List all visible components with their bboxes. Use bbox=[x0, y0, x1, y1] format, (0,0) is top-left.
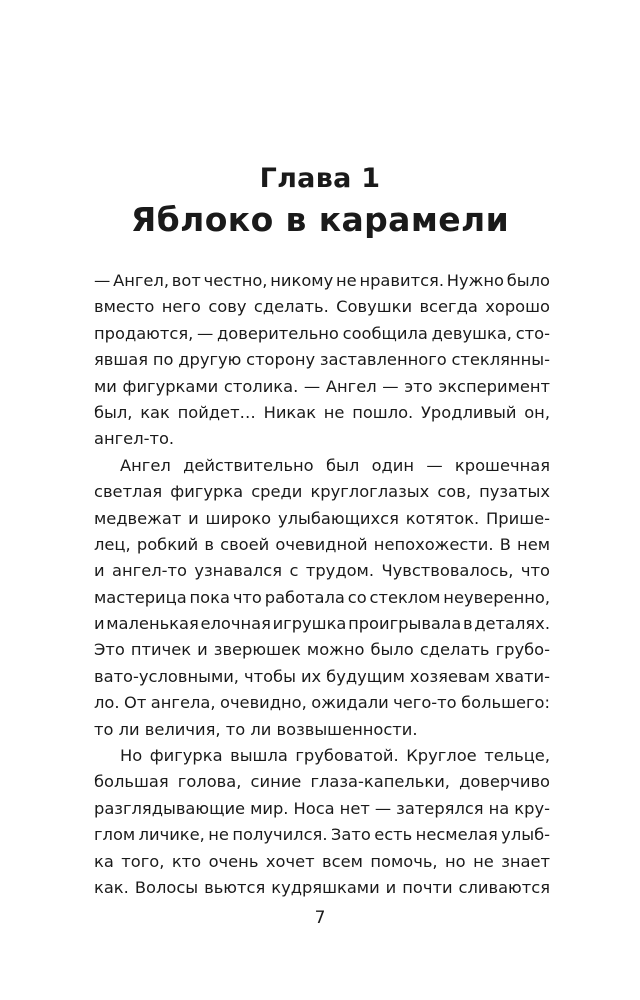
text-line: разглядывающие мир. Носа нет — затерялся на кру- bbox=[94, 798, 550, 818]
paragraph bbox=[94, 453, 550, 743]
text-line: Это птичек и зверюшек можно было сделать грубо- bbox=[94, 640, 550, 660]
text-line: Ангел действительно был один — крошечная bbox=[120, 455, 550, 475]
text-line: светлая фигурка среди круглоглазых сов, пузатых bbox=[94, 482, 550, 502]
chapter-number: Глава 1 bbox=[259, 163, 381, 194]
text-line: глом личике, не получился. Зато есть несмелая улыб- bbox=[94, 825, 550, 845]
text-line: как. Волосы вьются кудряшками и почти сливаются bbox=[94, 877, 550, 897]
text-line: Но фигурка вышла грубоватой. Круглое тельце, bbox=[120, 746, 550, 766]
paragraph bbox=[94, 268, 550, 453]
text-line: ангел-то. bbox=[94, 429, 175, 449]
text-line: — Ангел, вот честно, никому не нравится. Нужно было bbox=[94, 271, 550, 290]
text-line: медвежат и широко улыбающихся котяток. Пришe- bbox=[94, 508, 550, 528]
text-line: ка того, кто очень хочет всем помочь, но не знает bbox=[94, 851, 550, 871]
body-text bbox=[94, 268, 550, 901]
text-line: мастерица пока что работала со стеклом неуверенно, bbox=[94, 587, 550, 607]
text-line: большая голова, синие глаза-капельки, доверчиво bbox=[94, 772, 550, 792]
text-line: ми фигурками столика. — Ангел — это эксперимент bbox=[94, 376, 550, 396]
text-line: то ли величия, то ли возвышенности. bbox=[94, 719, 418, 739]
text-line: вместо него сову сделать. Совушки всегда хорошо bbox=[94, 297, 550, 317]
paragraph bbox=[94, 743, 550, 901]
text-line: явшая по другую сторону заставленного стеклянны- bbox=[94, 350, 550, 370]
page-number: 7 bbox=[314, 908, 326, 928]
chapter-title: Яблоко в карамели bbox=[130, 200, 510, 239]
text-line: лец, робкий в своей очевидной непохожести. В нем bbox=[94, 534, 550, 554]
text-line: вато-условными, чтобы их будущим хозяевам хвати- bbox=[94, 666, 550, 686]
text-line: ло. От ангела, очевидно, ожидали чего-то большего: bbox=[94, 693, 550, 713]
text-line: и ангел-то узнавался с трудом. Чувствовалось, что bbox=[94, 561, 550, 581]
text-line: продаются, — доверительно сообщила девушка, сто- bbox=[94, 323, 550, 343]
text-line: и маленькая елочная игрушка проигрывала в деталях. bbox=[94, 614, 550, 634]
text-line: был, как пойдет… Никак не пошло. Уродливый он, bbox=[94, 402, 550, 422]
